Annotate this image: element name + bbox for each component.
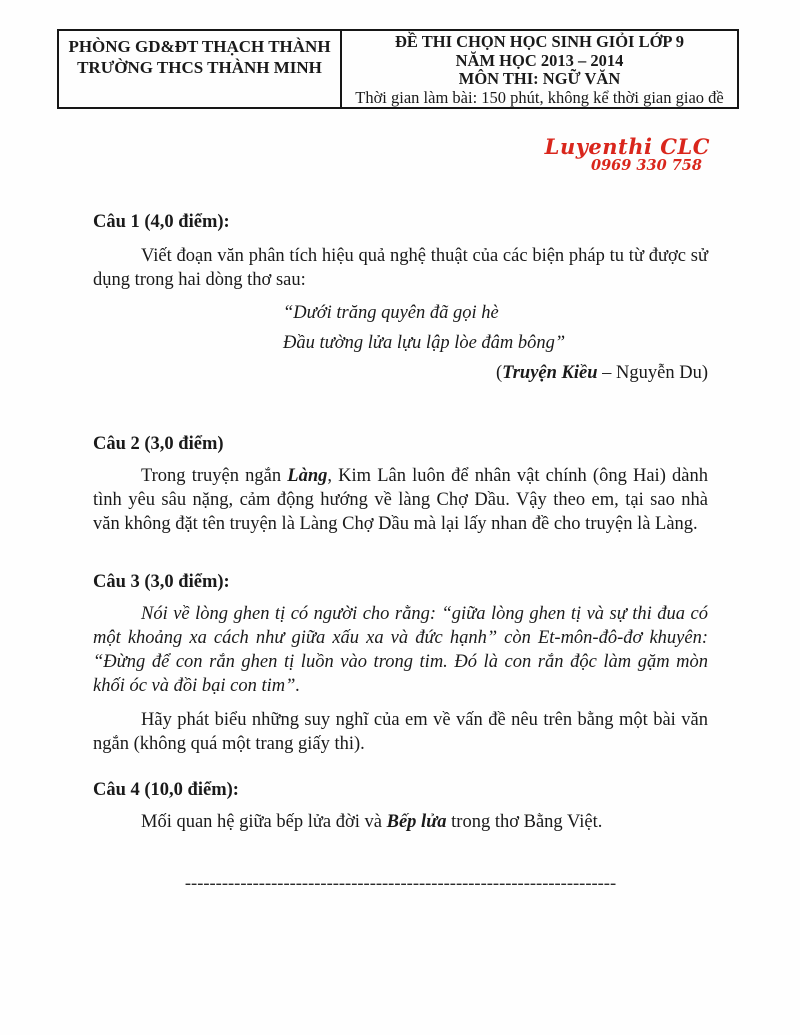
watermark-brand: Luyenthi CLC [544, 134, 710, 159]
poem-attribution [93, 358, 708, 388]
attribution-prefix: ( [495, 363, 503, 383]
question-1-heading: Câu 1 (4,0 điểm): [93, 212, 230, 232]
exam-body [93, 210, 708, 896]
header-exam-cell [342, 31, 737, 107]
attribution-work-title: Truyện Kiều [502, 363, 598, 383]
question-2-text-part2: , Kim Lân luôn để nhân vật chính (ông Hai) dành tình yêu sâu nặng, cảm động hướng về làng Chợ Dầu. Vậy theo em, tại sao nhà văn không đặt tên truyện là Làng Chợ Dầu mà lại lấy nhan đề cho truyện là Làng. [93, 466, 708, 534]
watermark-stamp [545, 136, 710, 173]
exam-duration-line: Thời gian làm bài: 150 phút, không kể thời gian giao đề [355, 87, 724, 107]
question-4-work-title: Bếp lửa [386, 812, 447, 832]
education-office-line: PHÒNG GD&ĐT THẠCH THÀNH [68, 37, 331, 56]
end-divider-line: ---------------------------------------------------------------------- [184, 874, 617, 894]
school-name-line: TRƯỜNG THCS THÀNH MINH [77, 58, 322, 77]
header-table [57, 29, 739, 109]
question-1-intro: Viết đoạn văn phân tích hiệu quả nghệ thuật của các biện pháp tu từ được sử dụng trong hai dòng thơ sau: [93, 246, 708, 290]
exam-subject-line: MÔN THI: NGỮ VĂN [458, 69, 621, 88]
question-2-heading: Câu 2 (3,0 điểm) [93, 434, 224, 454]
poem-line-2: Đầu tường lửa lựu lập lòe đâm bông” [283, 333, 566, 353]
question-3-quote-paragraph: Nói về lòng ghen tị có người cho rằng: “giữa lòng ghen tị và sự thi đua có một khoảng xa cách như giữa xấu xa và đức hạnh” còn Et-môn-đô-đơ khuyên: “Đừng để con rắn ghen tị luồn vào trong tim. Đó là con rắn độc làm gặm mòn khối óc và đồi bại con tim”. [93, 604, 708, 696]
header-school-cell [59, 31, 342, 107]
question-2-paragraph [93, 464, 708, 536]
question-3-heading: Câu 3 (3,0 điểm): [93, 572, 230, 592]
question-4-text-part2: trong thơ Bằng Việt. [446, 812, 603, 832]
question-3-task-paragraph: Hãy phát biểu những suy nghĩ của em về vấn đề nêu trên bằng một bài văn ngắn (không quá một trang giấy thi). [93, 710, 708, 754]
attribution-author: – Nguyễn Du) [597, 363, 708, 383]
question-4-text-part1: Mối quan hệ giữa bếp lửa đời và [141, 812, 387, 832]
watermark-phone: 0969 330 758 [591, 157, 702, 175]
question-4-heading: Câu 4 (10,0 điểm): [93, 780, 239, 800]
poem-quote [283, 298, 708, 358]
question-2-text-part1: Trong truyện ngắn [141, 466, 288, 486]
question-2-work-title: Làng [287, 466, 328, 486]
poem-line-1: “Dưới trăng quyên đã gọi hè [283, 303, 499, 323]
question-4-paragraph [93, 810, 708, 834]
exam-title-line: ĐỀ THI CHỌN HỌC SINH GIỎI LỚP 9 [395, 32, 684, 51]
exam-year-line: NĂM HỌC 2013 – 2014 [455, 50, 624, 70]
